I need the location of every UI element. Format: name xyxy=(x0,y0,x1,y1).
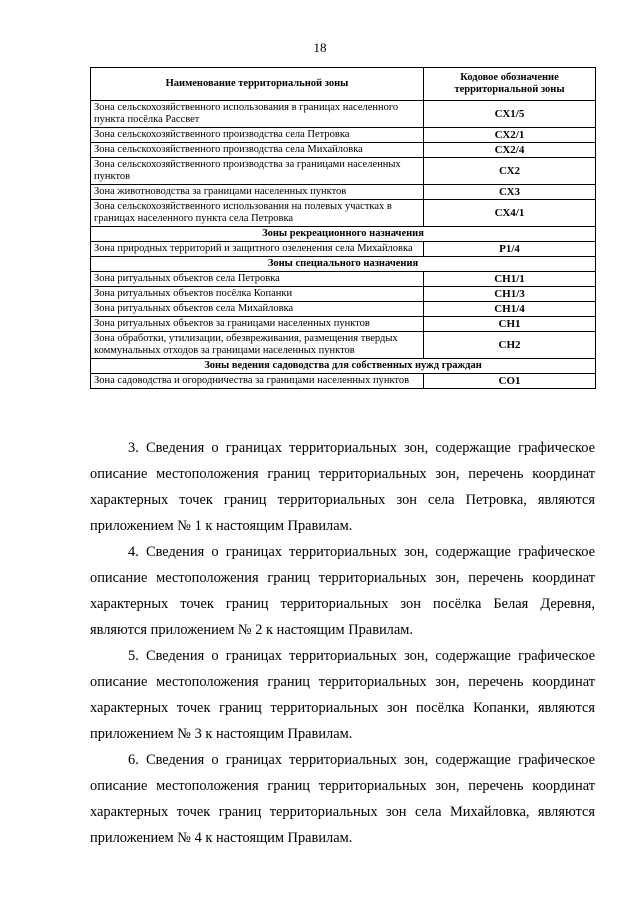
table-row xyxy=(91,332,596,359)
table-row xyxy=(91,374,596,389)
paragraph-3: 3. Сведения о границах территориальных зон, содержащие графическое описание местоположения границ территориальных зон, перечень координат характерных точек границ территориальных зон села Петровка, являются приложением № 1 к настоящим Правилам. xyxy=(90,440,595,534)
zone-code-cell: СХ2/1 xyxy=(424,128,596,143)
table-row xyxy=(91,101,596,128)
zone-code-cell: СО1 xyxy=(424,374,596,389)
zone-name-cell: Зона животноводства за границами населенных пунктов xyxy=(91,185,424,200)
paragraph-5: 5. Сведения о границах территориальных зон, содержащие графическое описание местоположения границ территориальных зон, перечень координат характерных точек границ территориальных зон посёлка Копанки, являются приложением № 3 к настоящим Правилам. xyxy=(90,648,595,742)
section-title: Зоны специального назначения xyxy=(91,257,596,272)
zone-code-cell: СН1 xyxy=(424,317,596,332)
table-row xyxy=(91,200,596,227)
header-zone-name: Наименование территориальной зоны xyxy=(91,68,424,101)
zone-name-cell: Зона ритуальных объектов за границами населенных пунктов xyxy=(91,317,424,332)
section-title: Зоны ведения садоводства для собственных нужд граждан xyxy=(91,359,596,374)
table-row xyxy=(91,185,596,200)
zone-name-cell: Зона сельскохозяйственного использования на полевых участках в границах населенного пункта села Петровка xyxy=(91,200,424,227)
section-row xyxy=(91,359,596,374)
table-row xyxy=(91,287,596,302)
zone-code-cell: СН1/1 xyxy=(424,272,596,287)
table-row xyxy=(91,242,596,257)
zone-name-cell: Зона ритуальных объектов села Петровка xyxy=(91,272,424,287)
table-row xyxy=(91,272,596,287)
header-zone-code: Кодовое обозначение территориальной зоны xyxy=(424,68,596,101)
table-row xyxy=(91,317,596,332)
zone-name-cell: Зона сельскохозяйственного использования в границах населенного пункта посёлка Рассвет xyxy=(91,101,424,128)
zone-code-cell: СН1/3 xyxy=(424,287,596,302)
zones-table xyxy=(90,67,596,389)
zone-code-cell: СХ4/1 xyxy=(424,200,596,227)
page-number: 18 xyxy=(313,40,327,55)
zone-name-cell: Зона сельскохозяйственного производства села Петровка xyxy=(91,128,424,143)
zone-name-cell: Зона обработки, утилизации, обезвреживания, размещения твердых коммунальных отходов за границами населенных пунктов xyxy=(91,332,424,359)
zone-code-cell: СХ3 xyxy=(424,185,596,200)
table-row xyxy=(91,143,596,158)
zone-name-cell: Зона сельскохозяйственного производства села Михайловка xyxy=(91,143,424,158)
zone-name-cell: Зона садоводства и огородничества за границами населенных пунктов xyxy=(91,374,424,389)
section-row xyxy=(91,257,596,272)
body-text xyxy=(90,435,595,851)
zone-name-cell: Зона природных территорий и защитного озеленения села Михайловка xyxy=(91,242,424,257)
zone-code-cell: СХ1/5 xyxy=(424,101,596,128)
zone-code-cell: СН1/4 xyxy=(424,302,596,317)
table-row xyxy=(91,128,596,143)
zone-name-cell: Зона сельскохозяйственного производства за границами населенных пунктов xyxy=(91,158,424,185)
zone-code-cell: Р1/4 xyxy=(424,242,596,257)
zone-name-cell: Зона ритуальных объектов посёлка Копанки xyxy=(91,287,424,302)
zones-table-body xyxy=(91,101,596,389)
zone-name-cell: Зона ритуальных объектов села Михайловка xyxy=(91,302,424,317)
zone-code-cell: СХ2 xyxy=(424,158,596,185)
paragraph-6: 6. Сведения о границах территориальных зон, содержащие графическое описание местоположения границ территориальных зон, перечень координат характерных точек границ территориальных зон села Михайловка, являются приложением № 4 к настоящим Правилам. xyxy=(90,752,595,846)
table-header-row xyxy=(91,68,596,101)
section-title: Зоны рекреационного назначения xyxy=(91,227,596,242)
paragraph-4: 4. Сведения о границах территориальных зон, содержащие графическое описание местоположения границ территориальных зон, перечень координат характерных точек границ территориальных зон посёлка Белая Деревня, являются приложением № 2 к настоящим Правилам. xyxy=(90,544,595,638)
zone-code-cell: СН2 xyxy=(424,332,596,359)
zone-code-cell: СХ2/4 xyxy=(424,143,596,158)
table-row xyxy=(91,302,596,317)
table-row xyxy=(91,158,596,185)
section-row xyxy=(91,227,596,242)
